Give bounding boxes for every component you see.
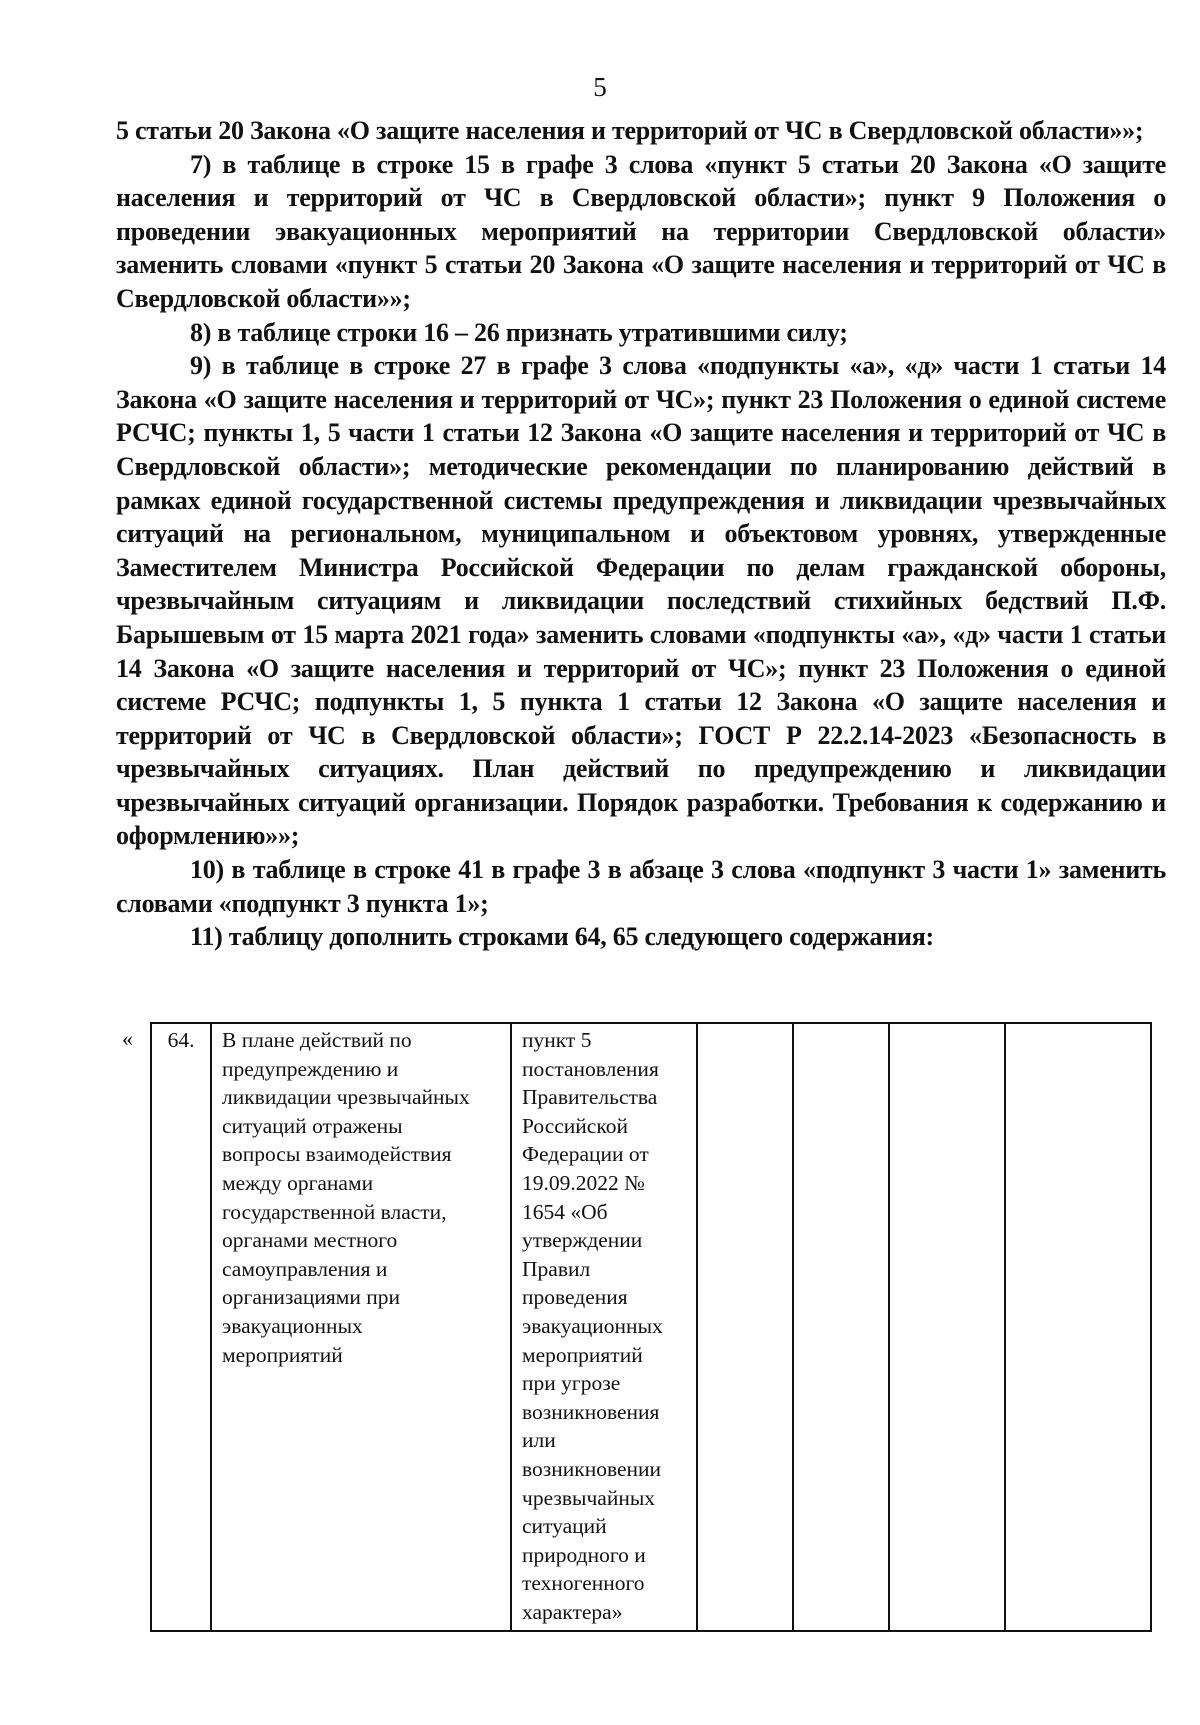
cell-line: эвакуационных	[222, 1313, 363, 1338]
cell-line: мероприятий	[222, 1342, 343, 1367]
cell-line: вопросы взаимодействия	[222, 1142, 452, 1167]
paragraph-continuation: 5 статьи 20 Закона «О защите населения и территорий от ЧС в Свердловской области»»;	[116, 116, 1144, 145]
cell-line: постановления	[522, 1056, 659, 1081]
cell-line: Российской	[522, 1113, 628, 1138]
cell-line: утверждении	[522, 1228, 643, 1253]
paragraph-item-8: 8) в таблице строки 16 – 26 признать утратившими силу;	[190, 317, 848, 347]
inserted-rows-table	[150, 1022, 1152, 1632]
empty-cell-col5	[793, 1023, 889, 1631]
cell-line: чрезвычайных	[522, 1485, 656, 1510]
legal-basis-cell	[511, 1023, 697, 1631]
cell-line: ликвидации чрезвычайных	[222, 1085, 470, 1110]
document-body	[116, 114, 1166, 954]
cell-line: техногенного	[522, 1571, 645, 1596]
cell-line: при угрозе	[522, 1371, 621, 1396]
cell-line: возникновения	[522, 1399, 660, 1424]
paragraph-item-11: 11) таблицу дополнить строками 64, 65 следующего содержания:	[190, 922, 934, 952]
requirement-text	[222, 1026, 504, 1369]
empty-cell-col6	[889, 1023, 1005, 1631]
paragraph-item-7: 7) в таблице в строке 15 в графе 3 слова «пункт 5 статьи 20 Закона «О защите населения и территорий от ЧС в Свердловской области»; пункт 9 Положения о проведении эвакуационных мероприятий на территории Свердловской области» заменить словами «пункт 5 статьи 20 Закона «О защите населения и территорий от ЧС в Свердловской области»»;	[116, 149, 1166, 313]
row-number-cell: 64.	[151, 1023, 211, 1631]
legal-basis-text	[522, 1026, 690, 1626]
cell-line: ситуаций отражены	[222, 1113, 403, 1138]
cell-line: эвакуационных	[522, 1313, 663, 1338]
cell-line: характера»	[522, 1599, 623, 1624]
paragraph-item-10: 10) в таблице в строке 41 в графе 3 в абзаце 3 слова «подпункт 3 части 1» заменить словами «подпункт 3 пункта 1»;	[116, 855, 1166, 918]
cell-line: организациями при	[222, 1285, 401, 1310]
cell-line: Федерации от	[522, 1142, 649, 1167]
cell-line: между органами	[222, 1170, 374, 1195]
cell-line: ситуаций	[522, 1514, 607, 1539]
cell-line: природного и	[522, 1542, 646, 1567]
table-row	[151, 1023, 1151, 1631]
empty-cell-col7	[1005, 1023, 1151, 1631]
cell-line: Правительства	[522, 1085, 658, 1110]
cell-line: самоуправления и	[222, 1256, 388, 1281]
cell-line: органами местного	[222, 1228, 398, 1253]
requirement-cell	[211, 1023, 511, 1631]
cell-line: пункт 5	[522, 1028, 592, 1052]
cell-line: государственной власти,	[222, 1199, 447, 1224]
cell-line: предупреждению и	[222, 1056, 399, 1081]
page-number: 5	[593, 72, 607, 102]
cell-line: В плане действий по	[222, 1028, 412, 1052]
paragraph-item-9: 9) в таблице в строке 27 в графе 3 слова «подпункты «а», «д» части 1 статьи 14 Закона «О защите населения и территорий от ЧС»; пункт 23 Положения о единой системе РСЧС; пункты 1, 5 части 1 статьи 12 Закона «О защите населения и территорий от ЧС в Свердловской области»; методические рекомендации по планированию действий в рамках единой государственной системы предупреждения и ликвидации чрезвычайных ситуаций на региональном, муниципальном и объектовом уровнях, утвержденные Заместителем Министра Российской Федерации по делам гражданской обороны, чрезвычайным ситуациям и ликвидации последствий стихийных бедствий П.Ф. Барышевым от 15 марта 2021 года» заменить словами «подпункты «а», «д» части 1 статьи 14 Закона «О защите населения и территорий от ЧС»; пункт 23 Положения о единой системе РСЧС; подпункты 1, 5 пункта 1 статьи 12 Закона «О защите населения и территорий от ЧС в Свердловской области»; ГОСТ Р 22.2.14-2023 «Безопасность в чрезвычайных ситуациях. План действий по предупреждению и ликвидации чрезвычайных ситуаций организации. Порядок разработки. Требования к содержанию и оформлению»»;	[116, 351, 1166, 851]
cell-line: проведения	[522, 1285, 628, 1310]
cell-line: 1654 «Об	[522, 1199, 608, 1224]
cell-line: мероприятий	[522, 1342, 643, 1367]
opening-quote-mark: «	[122, 1026, 133, 1051]
empty-cell-col4	[697, 1023, 793, 1631]
cell-line: возникновении	[522, 1456, 662, 1481]
cell-line: Правил	[522, 1256, 591, 1281]
cell-line: или	[522, 1428, 556, 1453]
cell-line: 19.09.2022 №	[522, 1170, 645, 1195]
